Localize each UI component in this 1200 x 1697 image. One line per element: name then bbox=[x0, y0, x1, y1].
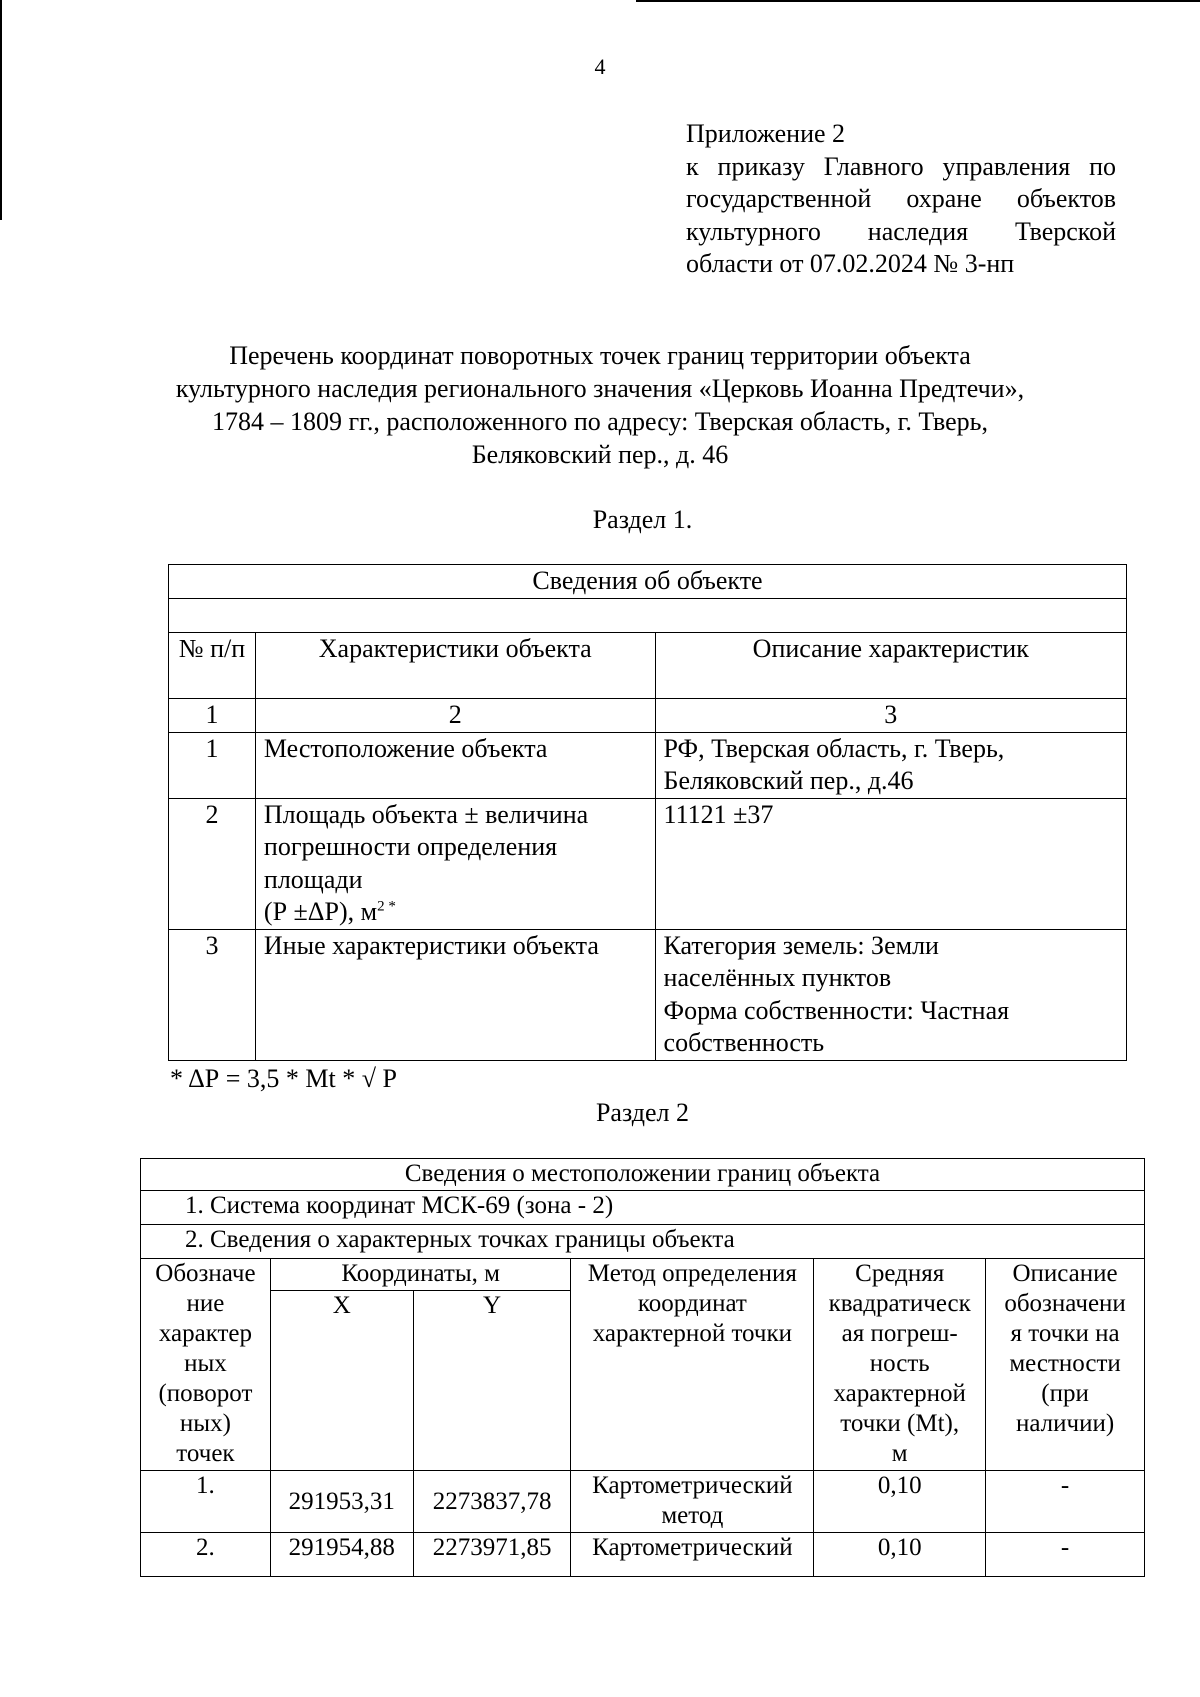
header-description bbox=[986, 1259, 1145, 1471]
col-number: 1 bbox=[169, 699, 256, 733]
document-title bbox=[120, 339, 1080, 471]
row-num: 3 bbox=[169, 929, 256, 1060]
appendix-line: Приложение 2 bbox=[686, 119, 846, 148]
desc-line: Категория земель: Земли bbox=[663, 930, 939, 960]
header-line: я точки на bbox=[1010, 1320, 1120, 1347]
header-coordinates: Координаты, м bbox=[270, 1259, 571, 1291]
header-line: точек bbox=[176, 1440, 235, 1467]
header-line: ая погреш- bbox=[841, 1320, 958, 1347]
title-line: культурного наследия регионального значения «Церковь Иоанна Предтечи», bbox=[175, 374, 1025, 403]
header-line: (при bbox=[1041, 1380, 1089, 1407]
appendix-line: государственной охране объектов bbox=[686, 184, 1116, 213]
desc-line: Беляковский пер., д.46 bbox=[663, 766, 914, 795]
header-line: ность bbox=[869, 1350, 930, 1377]
table-row bbox=[141, 1471, 1145, 1533]
header-line: координат bbox=[637, 1290, 747, 1317]
header-line: Описание bbox=[1012, 1260, 1118, 1287]
desc-line: 11121 ±37 bbox=[663, 799, 774, 829]
method-line: Картометрический bbox=[592, 1534, 793, 1561]
point-method bbox=[571, 1533, 814, 1577]
section1-heading: Раздел 1. bbox=[592, 505, 693, 534]
points-info: 2. Сведения о характерных точках границы объекта bbox=[141, 1225, 1145, 1259]
col-header-characteristic: Характеристики объекта bbox=[255, 633, 655, 699]
title-line: 1784 – 1809 гг., расположенного по адресу: Тверская область, г. Тверь, bbox=[211, 407, 989, 436]
col-number: 2 bbox=[255, 699, 655, 733]
coord-system: 1. Система координат МСК-69 (зона - 2) bbox=[141, 1191, 1145, 1225]
header-error bbox=[814, 1259, 986, 1471]
col-header-num: № п/п bbox=[169, 633, 256, 699]
appendix-block bbox=[686, 118, 1116, 281]
row-num: 1 bbox=[169, 732, 256, 798]
point-y: 2273837,78 bbox=[413, 1471, 571, 1533]
title-line: Беляковский пер., д. 46 bbox=[471, 440, 729, 469]
point-x: 291953,31 bbox=[270, 1471, 413, 1533]
header-y: Y bbox=[413, 1291, 571, 1471]
empty-row bbox=[169, 599, 1127, 633]
header-line: квадратическ bbox=[828, 1290, 971, 1317]
footnote-formula: * ΔР = 3,5 * Mt * √ Р bbox=[170, 1064, 397, 1093]
desc-line: Форма собственности: Частная bbox=[663, 995, 1010, 1025]
header-line: обозначени bbox=[1004, 1290, 1126, 1317]
table-row bbox=[169, 929, 1127, 1060]
section2-heading: Раздел 2 bbox=[595, 1098, 690, 1127]
row-description bbox=[655, 732, 1126, 798]
header-line: Обозначе bbox=[155, 1260, 256, 1287]
object-info-table bbox=[168, 564, 1127, 1061]
point-error: 0,10 bbox=[814, 1471, 986, 1533]
header-line: (поворот bbox=[158, 1380, 253, 1407]
header-line: характер bbox=[158, 1320, 253, 1347]
char-line: площади bbox=[263, 864, 363, 894]
appendix-line: области от 07.02.2024 № 3-нп bbox=[686, 249, 1015, 278]
row-num: 2 bbox=[169, 798, 256, 929]
boundary-points-table bbox=[140, 1158, 1145, 1577]
method-line: метод bbox=[661, 1502, 724, 1529]
point-id: 2. bbox=[141, 1533, 271, 1577]
appendix-line: к приказу Главного управления по bbox=[686, 151, 1116, 181]
desc-line: населённых пунктов bbox=[663, 963, 892, 992]
superscript: 2 * bbox=[377, 898, 396, 915]
header-line: точки (Mt), bbox=[840, 1410, 960, 1437]
row-characteristic: Местоположение объекта bbox=[255, 732, 655, 798]
char-line bbox=[264, 896, 647, 929]
header-line: Средняя bbox=[855, 1260, 945, 1287]
col-header-description: Описание характеристик bbox=[655, 633, 1126, 699]
header-line: местности bbox=[1009, 1350, 1121, 1377]
table-row bbox=[169, 798, 1127, 929]
char-line: погрешности определения bbox=[263, 832, 558, 861]
row-description bbox=[655, 798, 1126, 929]
header-line: ние bbox=[186, 1290, 225, 1317]
table-title: Сведения об объекте bbox=[169, 565, 1127, 599]
point-desc: - bbox=[986, 1533, 1145, 1577]
point-y: 2273971,85 bbox=[413, 1533, 571, 1577]
header-line: Метод определения bbox=[587, 1260, 797, 1287]
row-characteristic bbox=[255, 798, 655, 929]
header-x: X bbox=[270, 1291, 413, 1471]
table-row bbox=[141, 1533, 1145, 1577]
method-line: Картометрический bbox=[592, 1472, 793, 1499]
point-id: 1. bbox=[141, 1471, 271, 1533]
header-line: характерной bbox=[833, 1380, 966, 1407]
char-line: Площадь объекта ± величина bbox=[263, 799, 589, 829]
point-x: 291954,88 bbox=[270, 1533, 413, 1577]
header-method bbox=[571, 1259, 814, 1471]
scan-edge-left bbox=[0, 0, 2, 220]
table-row bbox=[169, 732, 1127, 798]
area-formula: (Р ±ΔР), м bbox=[263, 897, 378, 926]
page-number: 4 bbox=[594, 54, 606, 79]
row-characteristic: Иные характеристики объекта bbox=[255, 929, 655, 1060]
header-line: м bbox=[891, 1440, 908, 1467]
header-line: характерной точки bbox=[592, 1320, 792, 1347]
point-error: 0,10 bbox=[814, 1533, 986, 1577]
desc-line: РФ, Тверская область, г. Тверь, bbox=[663, 733, 1005, 763]
row-description bbox=[655, 929, 1126, 1060]
col-number: 3 bbox=[655, 699, 1126, 733]
point-method bbox=[571, 1471, 814, 1533]
scan-edge-top bbox=[636, 0, 1200, 2]
header-line: наличии) bbox=[1015, 1410, 1115, 1437]
point-desc: - bbox=[986, 1471, 1145, 1533]
desc-line: собственность bbox=[663, 1028, 825, 1057]
appendix-line: культурного наследия Тверской bbox=[686, 216, 1116, 246]
header-line: ных) bbox=[179, 1410, 231, 1437]
title-line: Перечень координат поворотных точек границ территории объекта bbox=[229, 341, 971, 370]
header-designation bbox=[141, 1259, 271, 1471]
table-title: Сведения о местоположении границ объекта bbox=[141, 1159, 1145, 1191]
header-line: ных bbox=[184, 1350, 227, 1377]
